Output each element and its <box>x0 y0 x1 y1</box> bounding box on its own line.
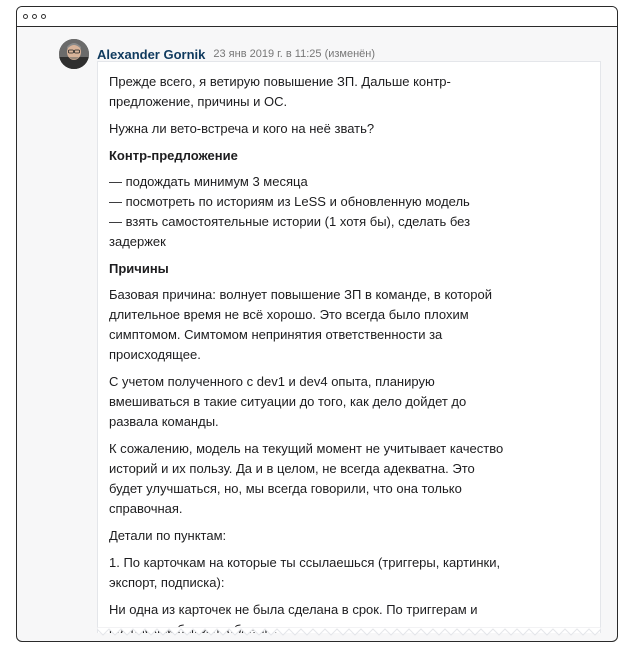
app-window <box>16 6 618 642</box>
window-control-dot[interactable] <box>41 14 46 19</box>
message-timestamp[interactable]: 23 янв 2019 г. в 11:25 (изменён) <box>213 48 376 60</box>
window-control-dot[interactable] <box>32 14 37 19</box>
section-heading: Контр-предложение <box>109 148 238 163</box>
message-body <box>97 61 601 633</box>
message-paragraph: Базовая причина: волнует повышение ЗП в команде, в которой длительное время не всё хорошо. Это всегда было плохим симптомом. Симтомом непринятия ответственности за происходящее. <box>109 287 492 362</box>
message-paragraph: С учетом полученного с dev1 и dev4 опыта, планирую вмешиваться в такие ситуации до того, как дело дойдет до развала команды. <box>109 374 467 429</box>
message-paragraph: Прежде всего, я ветирую повышение ЗП. Дальше контр- предложение, причины и ОС. <box>109 74 451 109</box>
message-paragraph: — подождать минимум 3 месяца — посмотреть по историям из LeSS и обновленную модель — взять самостоятельные истории (1 хотя бы), сделать без задержек <box>109 174 471 249</box>
message-paragraph: 1. По карточкам на которые ты ссылаешься (триггеры, картинки, экспорт, подписка): <box>109 555 501 590</box>
section-heading: Причины <box>109 261 169 276</box>
message-author[interactable]: Alexander Gornik <box>97 46 206 62</box>
avatar[interactable] <box>59 39 89 69</box>
message-paragraph: Детали по пунктам: <box>109 528 227 543</box>
window-titlebar <box>17 7 617 27</box>
message-paragraph: К сожалению, модель на текущий момент не учитывает качество историй и их пользу. Да и в целом, не всегда адекватна. Это будет улучшаться, но, мы всегда говорили, что она только справочная. <box>109 441 504 516</box>
torn-edge <box>97 627 601 637</box>
avatar-image <box>59 39 89 69</box>
message-paragraph: Нужна ли вето-встреча и кого на неё звать? <box>109 121 375 136</box>
window-control-dot[interactable] <box>23 14 28 19</box>
message-paragraph: Ни одна из карточек не была сделана в срок. По триггерам и <box>109 602 478 617</box>
